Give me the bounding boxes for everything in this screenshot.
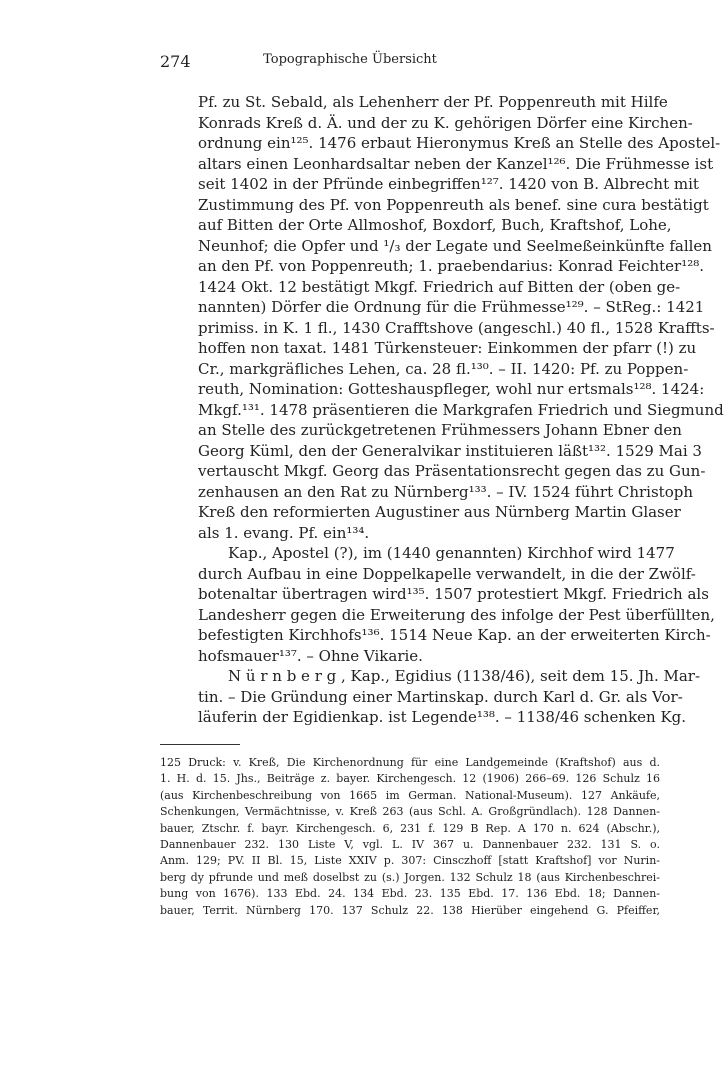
- text-line: Mkgf.¹³¹. 1478 präsentieren die Markgrafen Friedrich und Siegmund: [198, 400, 724, 419]
- text-line: auf Bitten der Orte Allmoshof, Boxdorf, Buch, Kraftshof, Lohe,: [198, 216, 672, 234]
- footnote-line: 125 Druck: v. Kreß, Die Kirchenordnung für eine Landgemeinde (Kraftshof) aus d.: [160, 756, 660, 769]
- text-line: nannten) Dörfer die Ordnung für die Frühmesse¹²⁹. – StReg.: 1421: [198, 298, 705, 316]
- text-line: Konrads Kreß d. Ä. und der zu K. gehörigen Dörfer eine Kirchen-: [198, 113, 693, 132]
- text-line: botenaltar übertragen wird¹³⁵. 1507 protestiert Mkgf. Friedrich als: [198, 585, 709, 603]
- text-line: hofsmauer¹³⁷. – Ohne Vikarie.: [198, 646, 423, 665]
- text-line: Neunhof; die Opfer und ¹/₃ der Legate und Seelmeßeinkünfte fallen: [198, 236, 712, 255]
- text-line: Georg Küml, den der Generalvikar instituieren läßt¹³². 1529 Mai 3: [198, 441, 702, 460]
- text-line: an den Pf. von Poppenreuth; 1. praebendarius: Konrad Feichter¹²⁸.: [198, 257, 705, 275]
- text-line: seit 1402 in der Pfründe einbegriffen¹²⁷. 1420 von B. Albrecht mit: [198, 175, 699, 193]
- text-line: Pf. zu St. Sebald, als Lehenherr der Pf. Poppenreuth mit Hilfe: [198, 93, 668, 111]
- text-line: durch Aufbau in eine Doppelkapelle verwandelt, in die der Zwölf-: [198, 564, 696, 583]
- footnotes: [160, 755, 660, 919]
- footnote-line: bung von 1676). 133 Ebd. 24. 134 Ebd. 23. 135 Ebd. 17. 136 Ebd. 18; Dannen-: [160, 887, 660, 901]
- text-line: befestigten Kirchhofs¹³⁶. 1514 Neue Kap. an der erweiterten Kirch-: [198, 626, 711, 644]
- text-line: zenhausen an den Rat zu Nürnberg¹³³. – IV. 1524 führt Christoph: [198, 482, 693, 501]
- text-line: Kap., Apostel (?), im (1440 genannten) Kirchhof wird 1477: [228, 544, 675, 562]
- text-line: 1424 Okt. 12 bestätigt Mkgf. Friedrich auf Bitten der (oben ge-: [198, 277, 681, 296]
- text-line: altars einen Leonhardsaltar neben der Kanzel¹²⁶. Die Frühmesse ist: [198, 154, 714, 173]
- text-line: Landesherr gegen die Erweiterung des infolge der Pest überfüllten,: [198, 605, 715, 624]
- footnote-line: 1. H. d. 15. Jhs., Beiträge z. bayer. Kirchengesch. 12 (1906) 266–69. 126 Schulz 16: [160, 772, 660, 786]
- running-head: Topographische Übersicht: [263, 52, 437, 67]
- text-line: tin. – Die Gründung einer Martinskap. durch Karl d. Gr. als Vor-: [198, 687, 683, 706]
- text-line: vertauscht Mkgf. Georg das Präsentationsrecht gegen das zu Gun-: [198, 462, 706, 480]
- text-line: hoffen non taxat. 1481 Türkensteuer: Einkommen der pfarr (!) zu: [198, 339, 697, 357]
- footnote-rule: [160, 744, 240, 745]
- text-line: ordnung ein¹²⁵. 1476 erbaut Hieronymus Kreß an Stelle des Apostel-: [198, 134, 721, 152]
- footnote-line: (aus Kirchenbeschreibung von 1665 im German. National-Museum). 127 Ankäufe,: [160, 788, 660, 802]
- text-line: Kreß den reformierten Augustiner aus Nürnberg Martin Glaser: [198, 503, 681, 521]
- footnote-line: Dannenbauer 232. 130 Liste V, vgl. L. IV 367 u. Dannenbauer 232. 131 S. o.: [160, 837, 660, 851]
- text-line: als 1. evang. Pf. ein¹³⁴.: [198, 523, 370, 542]
- page-number: 274: [160, 52, 191, 71]
- text-line: Cr., markgräfliches Lehen, ca. 28 fl.¹³⁰. – II. 1420: Pf. zu Poppen-: [198, 359, 689, 378]
- footnote-line: berg dy pfrunde und meß doselbst zu (s.) Jorgen. 132 Schulz 18 (aus Kirchenbeschrei-: [160, 870, 660, 884]
- text-line: N ü r n b e r g , Kap., Egidius (1138/46), seit dem 15. Jh. Mar-: [228, 667, 701, 685]
- text-line: reuth, Nomination: Gotteshauspfleger, wohl nur ertsmals¹²⁸. 1424:: [198, 380, 705, 398]
- text-line: an Stelle des zurückgetretenen Frühmessers Johann Ebner den: [198, 421, 682, 439]
- text-line: läuferin der Egidienkap. ist Legende¹³⁸. – 1138/46 schenken Kg.: [198, 708, 687, 726]
- footnote-line: Anm. 129; PV. II Bl. 15, Liste XXIV p. 307: Cinsczhoff [statt Kraftshof] vor Nurin-: [160, 854, 660, 868]
- footnote-line: bauer, Ztschr. f. bayr. Kirchengesch. 6, 231 f. 129 B Rep. A 170 n. 624 (Abschr.),: [160, 821, 660, 835]
- text-line: Zustimmung des Pf. von Poppenreuth als benef. sine cura bestätigt: [198, 195, 709, 214]
- footnote-line: bauer, Territ. Nürnberg 170. 137 Schulz 22. 138 Hierüber eingehend G. Pfeiffer,: [160, 903, 660, 917]
- text-line: primiss. in K. 1 fl., 1430 Crafftshove (angeschl.) 40 fl., 1528 Kraffts-: [198, 318, 715, 337]
- body-text: [198, 92, 724, 728]
- footnote-line: Schenkungen, Vermächtnisse, v. Kreß 263 (aus Schl. A. Großgründlach). 128 Dannen-: [160, 805, 660, 819]
